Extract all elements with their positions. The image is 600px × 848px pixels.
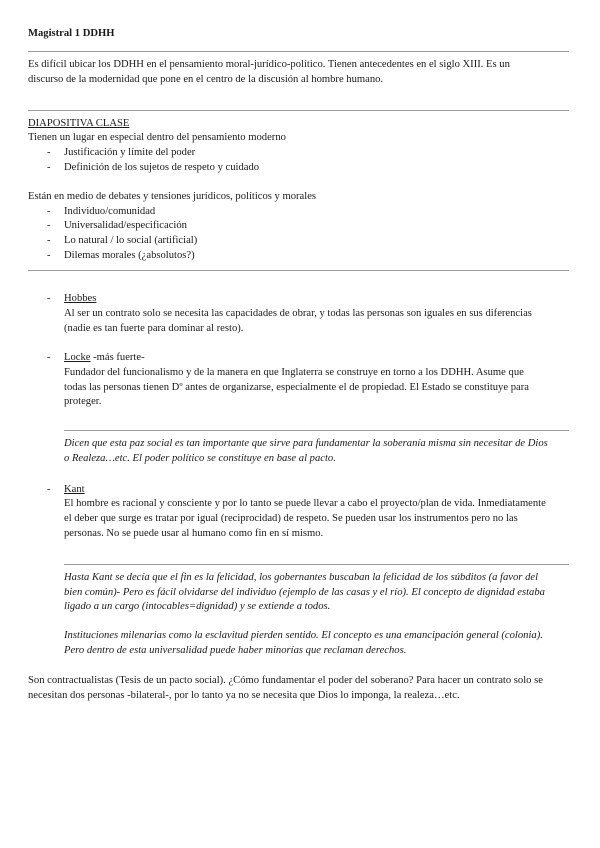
- page-title: Magistral 1 DDHH: [28, 28, 115, 39]
- author-locke-line: [64, 351, 145, 366]
- closing-line: Son contractualistas (Tesis de un pacto social). ¿Cómo fundamentar el poder del soberano? Para hacer un contrato solo se: [28, 675, 543, 686]
- locke-note: Dicen que esta paz social es tan importante que sirve para fundamentar la soberanía misma sin necesitar de Dios: [64, 438, 548, 449]
- kant-note: bien común)- Pero es fácil olvidarse del individuo (ejemplo de las casas y el río). El concepto de dignidad estaba: [64, 587, 545, 598]
- bullet: -: [47, 484, 51, 495]
- bullet: -: [47, 162, 51, 173]
- kant-text: personas. No se puede usar al humano como fin en sí mismo.: [64, 528, 324, 539]
- author-locke: Locke: [64, 352, 91, 363]
- divider: [28, 270, 569, 271]
- bullet: -: [47, 250, 51, 261]
- locke-note: o Realeza…etc. El poder político se constituye en base al pacto.: [64, 453, 336, 464]
- intro-line: discurso de la modernidad que pone en el centro de la discusión al hombre humano.: [28, 74, 384, 85]
- kant-note: Pero dentro de esta universalidad puede haber minorías que reclaman derechos.: [64, 645, 407, 656]
- locke-suffix: -más fuerte-: [90, 352, 145, 363]
- bullet: -: [47, 206, 51, 217]
- intro-line: Es difícil ubicar los DDHH en el pensamiento moral-jurídico-político. Tienen antecedentes en el siglo XIII. Es un: [28, 59, 510, 70]
- divider: [28, 110, 569, 111]
- bullet: -: [47, 235, 51, 246]
- hobbes-text: (nadie es tan fuerte para dominar al resto).: [64, 323, 244, 334]
- kant-note: Hasta Kant se decía que el fin es la felicidad, los gobernantes buscaban la felicidad de los súbditos (a favor del: [64, 572, 539, 583]
- kant-text: el deber que surge es tratar por igual (reciprocidad) de respeto. Se pueden usar los instrumentos pero no las: [64, 513, 518, 524]
- divider: [28, 51, 569, 52]
- slide-lead-2: Están en medio de debates y tensiones jurídicos, políticos y morales: [28, 191, 317, 202]
- closing-line: necesitan dos personas -bilateral-, por lo tanto ya no se necesita que Dios lo imponga, la realeza…etc.: [28, 690, 460, 701]
- list-item: Justificación y límite del poder: [64, 147, 196, 158]
- bullet: -: [47, 220, 51, 231]
- list-item: Individuo/comunidad: [64, 206, 156, 217]
- divider: [64, 430, 569, 431]
- slide-lead: Tienen un lugar en especial dentro del pensamiento moderno: [28, 132, 286, 143]
- author-kant: Kant: [64, 484, 85, 495]
- locke-text: proteger.: [64, 396, 102, 407]
- slide-heading: DIAPOSITIVA CLASE: [28, 118, 130, 129]
- list-item: Universalidad/especificación: [64, 220, 187, 231]
- bullet: -: [47, 293, 51, 304]
- list-item: Definición de los sujetos de respeto y cuidado: [64, 162, 260, 173]
- hobbes-text: Al ser un contrato solo se necesita las capacidades de obrar, y todas las personas son iguales en sus diferencias: [64, 308, 532, 319]
- locke-text: Fundador del funcionalismo y de la manera en que Inglaterra se construye en torno a los DDHH. Asume que: [64, 367, 524, 378]
- kant-text: El hombre es racional y consciente y por lo tanto se puede llevar a cabo el proyecto/plan de vida. Inmediatamente: [64, 498, 546, 509]
- kant-note: ligado a un cargo (intocables=dignidad) y se extiende a todos.: [64, 601, 331, 612]
- divider: [64, 564, 569, 565]
- bullet: -: [47, 147, 51, 158]
- kant-note: Instituciones milenarias como la esclavitud pierden sentido. El concepto es una emancipación general (colonia).: [64, 630, 543, 641]
- author-hobbes: Hobbes: [64, 293, 97, 304]
- list-item: Dilemas morales (¿absolutos?): [64, 250, 195, 261]
- bullet: -: [47, 352, 51, 363]
- locke-text: todas las personas tienen Dº antes de organizarse, especialmente el de propiedad. El Estado se constituye para: [64, 382, 529, 393]
- list-item: Lo natural / lo social (artificial): [64, 235, 198, 246]
